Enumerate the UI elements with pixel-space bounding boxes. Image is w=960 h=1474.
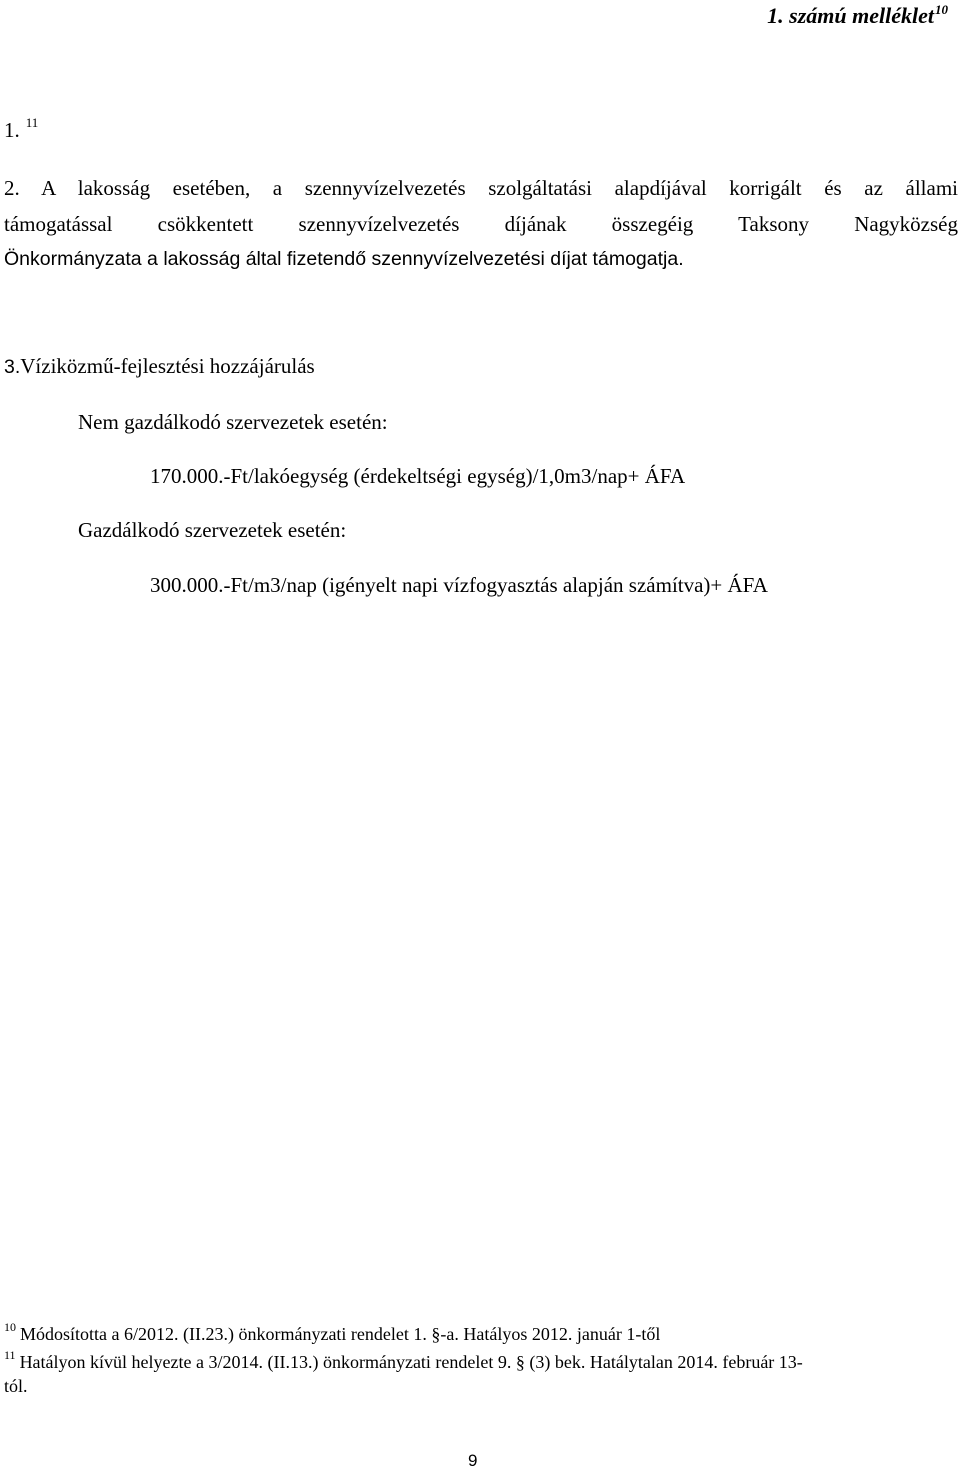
footnote-ref-11[interactable]: 11 [25, 115, 39, 130]
non-business-label: Nem gazdálkodó szervezetek esetén: [78, 410, 388, 434]
footnote-11-text-line-1: Hatályon kívül helyezte a 3/2014. (II.13.) önkormányzati rendelet 9. § (3) bek. Hatálytalan 2014. február 13- [19, 1352, 803, 1372]
item-1-number: 1. [4, 118, 20, 142]
item-2-line-3: Önkormányzata a lakosság által fizetendő szennyvízelvezetési díjat támogatja. [4, 248, 684, 270]
item-3-title: Víziközmű-fejlesztési hozzájárulás [20, 354, 315, 378]
footnote-10 [4, 1320, 660, 1345]
footnote-11-marker: 11 [4, 1348, 16, 1362]
non-business-value: 170.000.-Ft/lakóegység (érdekeltségi egység)/1,0m3/nap+ ÁFA [150, 464, 686, 488]
business-value: 300.000.-Ft/m3/nap (igényelt napi vízfogyasztás alapján számítva)+ ÁFA [150, 573, 768, 597]
footnote-10-marker: 10 [4, 1320, 16, 1334]
annex-title-text: 1. számú melléklet [767, 3, 934, 28]
item-2-paragraph [4, 171, 958, 278]
item-3-heading [4, 354, 315, 379]
business-label: Gazdálkodó szervezetek esetén: [78, 518, 347, 542]
annex-title [767, 2, 948, 29]
item-1 [4, 115, 38, 143]
item-2-line-1: 2. A lakosság esetében, a szennyvízelvezetés szolgáltatási alapdíjával korrigált és az állami [4, 176, 958, 200]
footnote-10-text: Módosította a 6/2012. (II.23.) önkormányzati rendelet 1. §-a. Hatályos 2012. január 1-től [20, 1324, 661, 1344]
item-3-number: 3. [4, 356, 21, 378]
footnote-11 [4, 1348, 803, 1373]
item-2-line-2: támogatással csökkentett szennyvízelvezetés díjának összegéig Taksony Nagyközség [4, 211, 958, 236]
footnote-11-continuation: tól. [4, 1376, 28, 1396]
footnote-ref-10[interactable]: 10 [935, 2, 948, 17]
page-number: 9 [468, 1451, 478, 1470]
